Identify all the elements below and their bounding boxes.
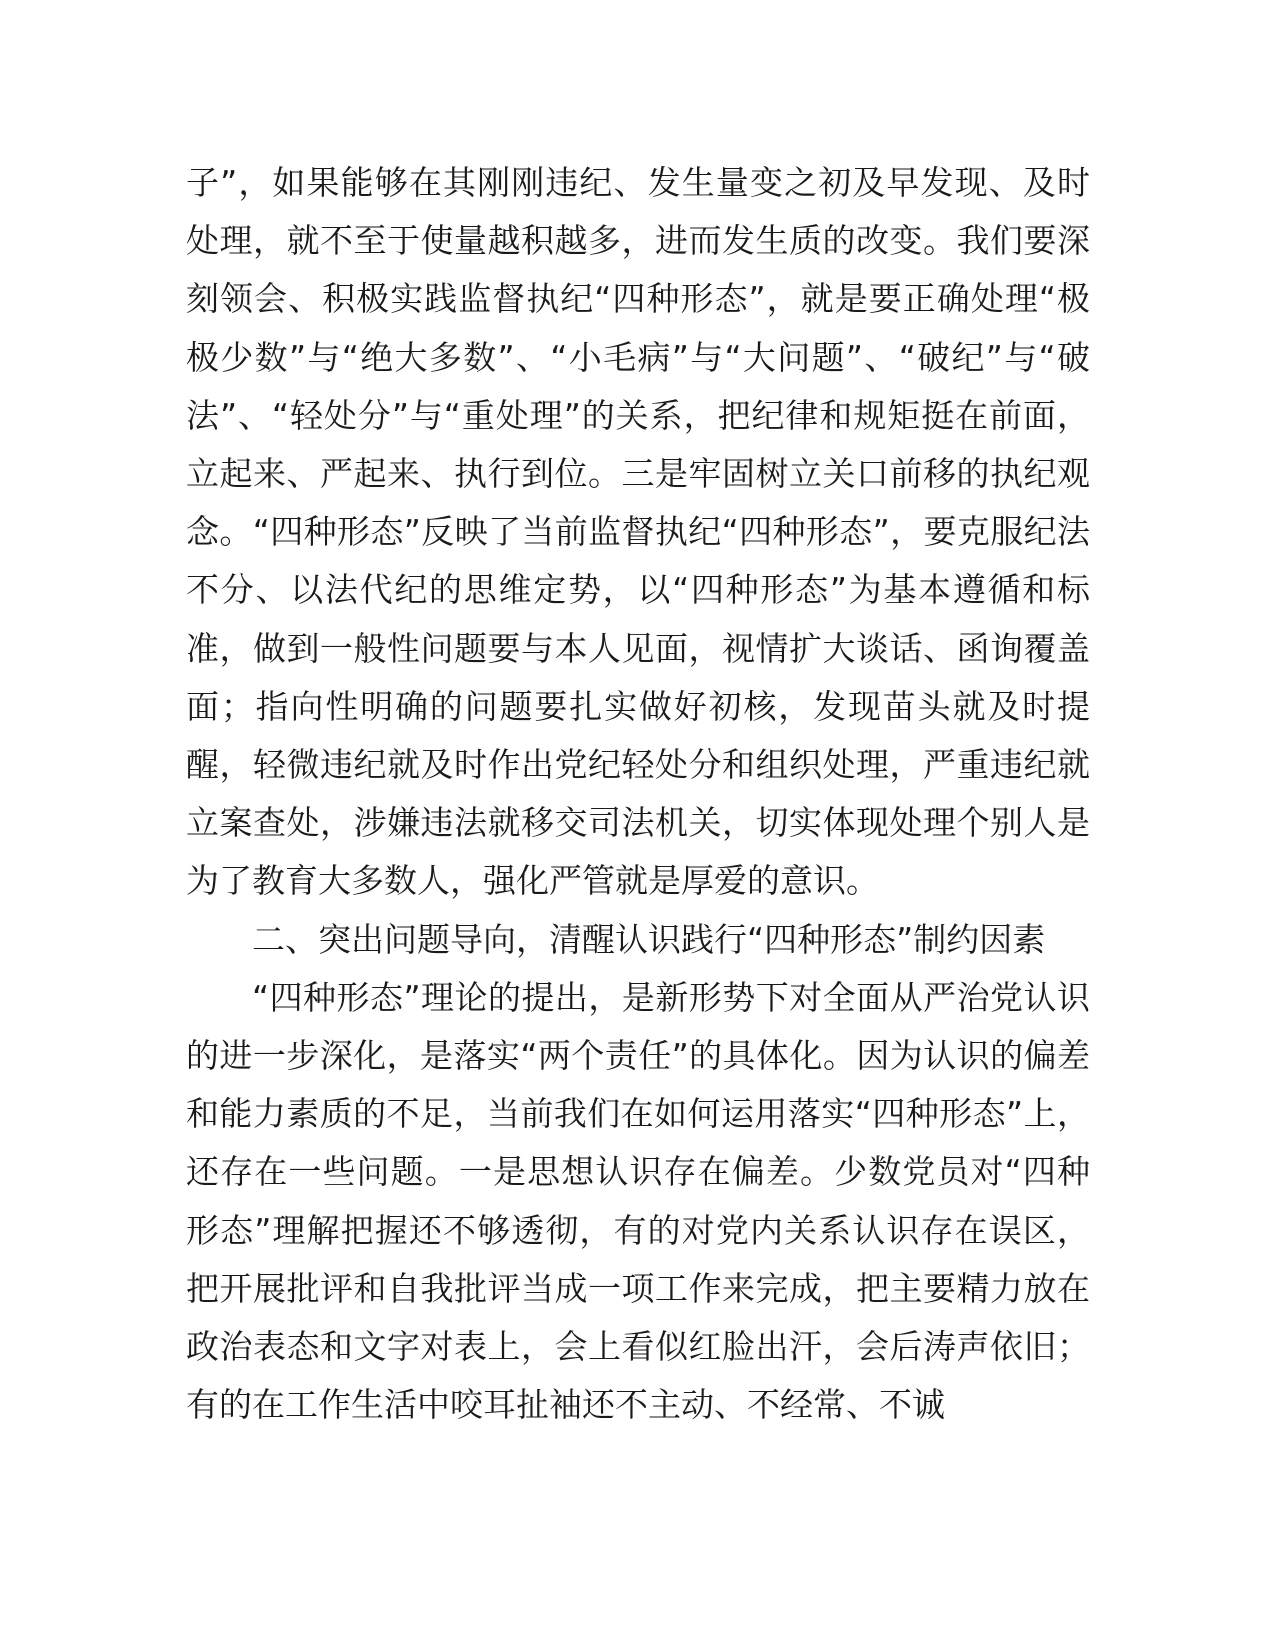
body-paragraph: “四种形态”理论的提出，是新形势下对全面从严治党认识的进一步深化，是落实“两个责任”的具体化。因为认识的偏差和能力素质的不足，当前我们在如何运用落实“四种形态”上，还存在一些问题。一是思想认识存在偏差。少数党员对“四种形态”理解把握还不够透彻，有的对党内关系认识存在误区，把开展批评和自我批评当成一项工作来完成，把主要精力放在政治表态和文字对表上，会上看似红脸出汗，会后涛声依旧；有的在工作生活中咬耳扯袖还不主动、不经常、不诚 bbox=[186, 977, 1090, 1425]
document-body bbox=[186, 154, 1090, 1434]
section-heading: 二、突出问题导向，清醒认识践行“四种形态”制约因素 bbox=[252, 919, 1046, 959]
body-paragraph-continuation: 子”，如果能够在其刚刚违纪、发生量变之初及早发现、及时处理，就不至于使量越积越多，进而发生质的改变。我们要深刻领会、积极实践监督执纪“四种形态”，就是要正确处理“极极少数”与“绝大多数”、“小毛病”与“大问题”、“破纪”与“破法”、“轻处分”与“重处理”的关系，把纪律和规矩挺在前面，立起来、严起来、执行到位。三是牢固树立关口前移的执纪观念。“四种形态”反映了当前监督执纪“四种形态”，要克服纪法不分、以法代纪的思维定势，以“四种形态”为基本遵循和标准，做到一般性问题要与本人见面，视情扩大谈话、函询覆盖面；指向性明确的问题要扎实做好初核，发现苗头就及时提醒，轻微违纪就及时作出党纪轻处分和组织处理，严重违纪就立案查处，涉嫌违法就移交司法机关，切实体现处理个别人是为了教育大多数人，强化严管就是厚爱的意识。 bbox=[186, 163, 1090, 901]
